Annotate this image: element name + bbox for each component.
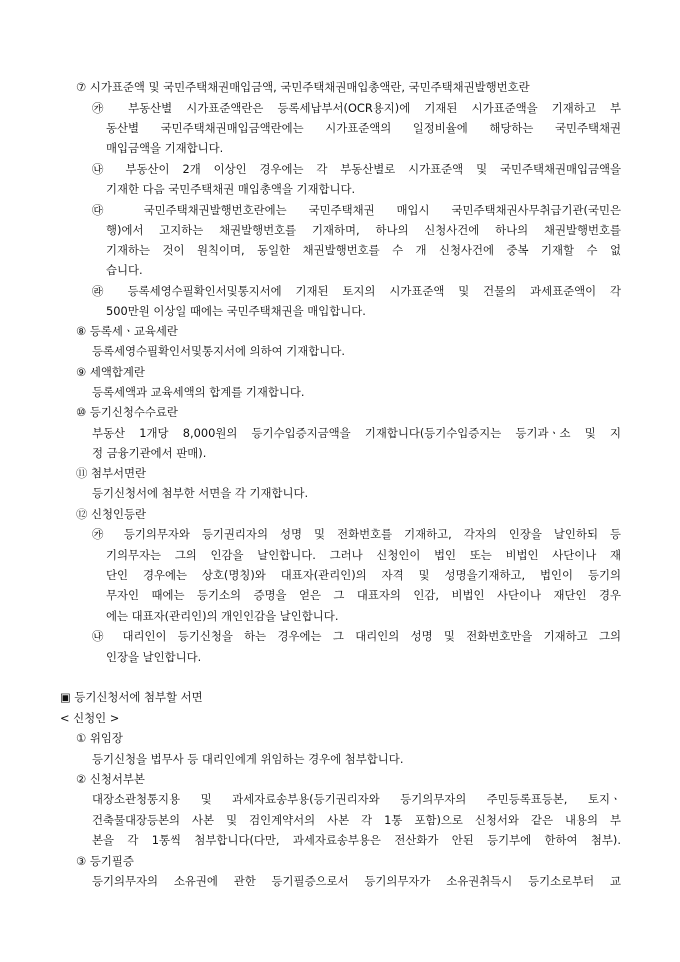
item-12-sub-b-line: 인장을 날인합니다. [106,650,202,664]
item-11-body: 등기신청서에 첨부한 서면을 각 기재합니다. [92,486,309,500]
item-12-sub-a-line: 기의무자는 그의 인감을 날인합니다. 그러나 신청인이 법인 또는 비법인 사단이나 재 [106,548,621,562]
attachment-3-heading: ③ 등기필증 [76,854,134,868]
item-12-heading: ⑫ 신청인등란 [76,507,147,521]
item-8-heading: ⑧ 등록세ㆍ교육세란 [76,324,178,338]
item-7-heading: ⑦ 시가표준액 및 국민주택채권매입금액, 국민주택채권매입총액란, 국민주택채권발행번호란 [76,80,530,94]
section-subtitle: < 신청인 > [60,711,120,725]
item-7-sub-c-line: 기재하는 것이 원칙이며, 동일한 채권발행번호를 수 개 신청사건에 중복 기재할 수 없 [106,243,621,257]
item-9-body: 등록세액과 교육세액의 합계를 기재합니다. [92,385,305,399]
item-12-sub-a-line: ㉮ 등기의무자와 등기권리자의 성명 및 전화번호를 기재하고, 각자의 인장을 날인하되 등 [92,527,621,541]
item-12-sub-a-line: 단인 경우에는 상호(명칭)와 대표자(관리인)의 자격 및 성명을기재하고, 법인이 등기의 [106,568,621,582]
attachment-3-body: 등기의무자의 소유권에 관한 등기필증으로서 등기의무자가 소유권취득시 등기소로부터 교 [92,874,621,888]
attachment-2-heading: ② 신청서부본 [76,772,145,786]
item-7-sub-b-line: 기재한 다음 국민주택채권 매입총액을 기재합니다. [106,182,356,196]
item-10-body: 부동산 1개당 8,000원의 등기수입증지금액을 기재합니다(등기수입증지는 등기과ㆍ소 및 지 [92,426,621,440]
item-7-sub-c-line: ㉰ 국민주택채권발행번호란에는 국민주택채권 매입시 국민주택채권사무취급기관(국민은 [92,203,621,217]
attachment-2-body: 건축물대장등본의 사본 및 검인계약서의 사본 각 1통 포함)으로 신청서와 같은 내용의 부 [92,813,621,827]
item-7-sub-d-line: ㉱ 등록세영수필확인서및통지서에 기재된 토지의 시가표준액 및 건물의 과세표준액이 각 [92,284,621,298]
item-7-sub-c-line: 행)에서 고지하는 채권발행번호를 기재하며, 하나의 신청사건에 하나의 채권발행번호를 [106,223,621,237]
item-7-sub-c-line: 습니다. [106,263,143,277]
attachment-1-heading: ① 위임장 [76,731,123,745]
item-7-sub-a-line: 매입금액을 기재합니다. [106,141,224,155]
item-10-heading: ⑩ 등기신청수수료란 [76,405,178,419]
item-10-body: 정 금융기관에서 판매). [92,446,207,460]
item-12-sub-a-line: 무자인 때에는 등기소의 증명을 얻은 그 대표자의 인감, 비법인 사단이나 재단인 경우 [106,588,621,602]
attachment-2-body: 대장소관청통지용 및 과세자료송부용(등기권리자와 등기의무자의 주민등록표등본, 토지ㆍ [92,792,621,806]
attachment-2-body: 본을 각 1통씩 첨부합니다(다만, 과세자료송부용은 전산화가 안된 등기부에 한하여 첨부). [92,833,621,847]
attachment-1-body: 등기신청을 법무사 등 대리인에게 위임하는 경우에 첨부합니다. [92,752,404,766]
item-12-sub-a-line: 에는 대표자(관리인)의 개인인감을 날인합니다. [106,609,339,623]
item-7-sub-a-line: ㉮ 부동산별 시가표준액란은 등록세납부서(OCR용지)에 기재된 시가표준액을 기재하고 부 [92,101,621,115]
item-7-sub-a-line: 동산별 국민주택채권매입금액란에는 시가표준액의 일정비율에 해당하는 국민주택채권 [106,121,621,135]
item-8-body: 등록세영수필확인서및통지서에 의하여 기재합니다. [92,344,345,358]
item-11-heading: ⑪ 첨부서면란 [76,466,147,480]
item-7-sub-d-line: 500만원 이상일 때에는 국민주택채권을 매입합니다. [106,304,366,318]
item-7-sub-b-line: ㉯ 부동산이 2개 이상인 경우에는 각 부동산별로 시가표준액 및 국민주택채권매입금액을 [92,162,621,176]
item-12-sub-b-line: ㉯ 대리인이 등기신청을 하는 경우에는 그 대리인의 성명 및 전화번호만을 기재하고 그의 [92,629,621,643]
section-title: ▣ 등기신청서에 첨부할 서면 [60,690,203,704]
item-9-heading: ⑨ 세액합계란 [76,365,145,379]
